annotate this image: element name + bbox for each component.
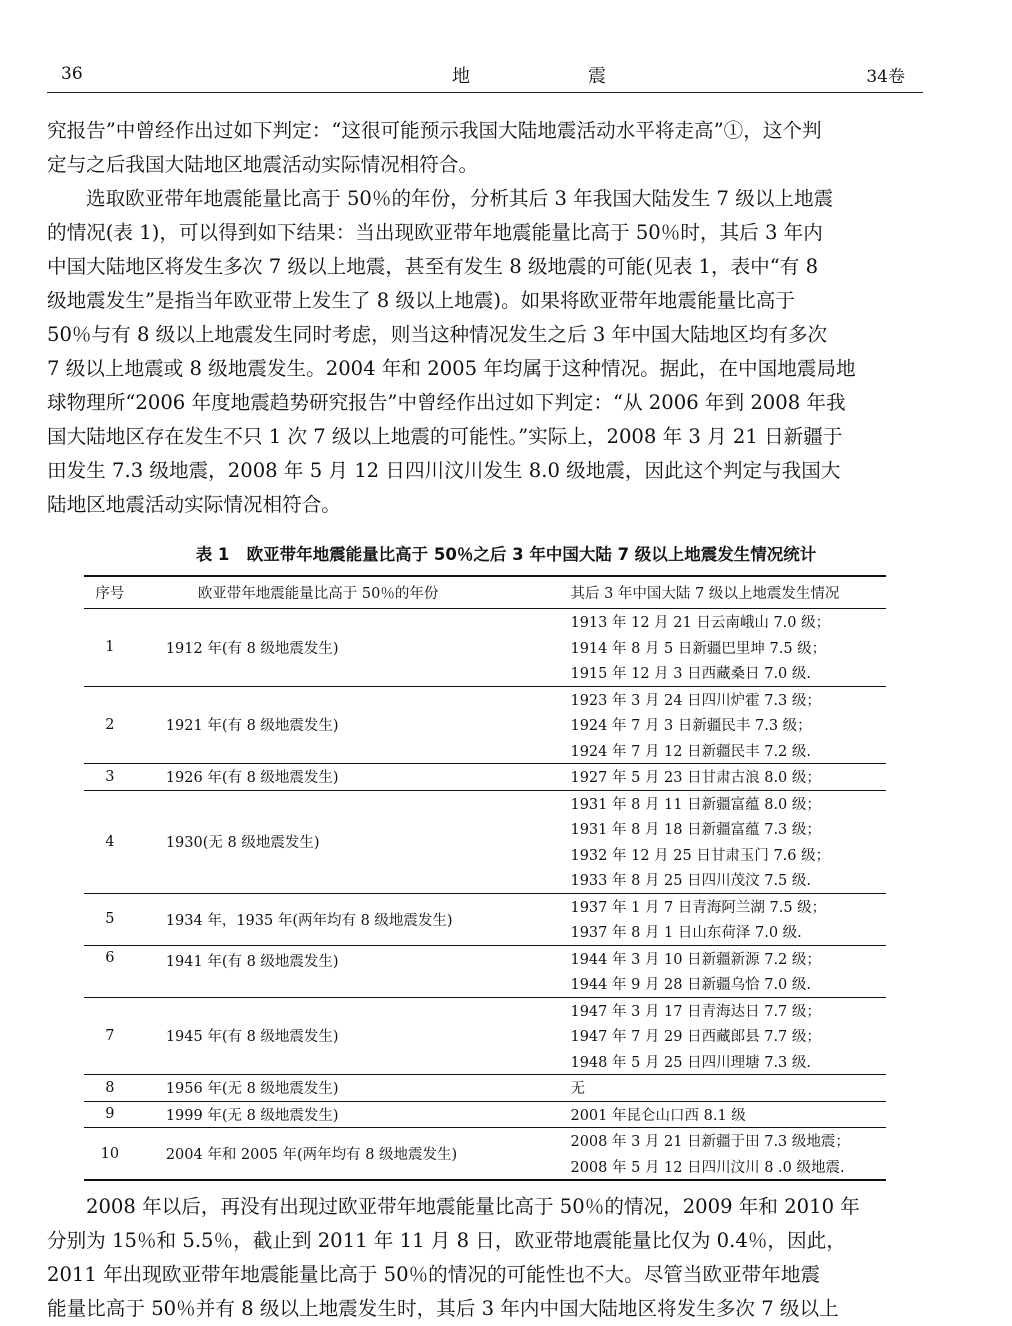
table-row <box>84 997 886 1023</box>
text-line: 球物理所“2006 年度地震趋势研究报告”中曾经作出过如下判定：“从 2006 年到 2008 年我 <box>47 391 846 414</box>
row-year: 1930(无 8 级地震发生) <box>136 790 571 893</box>
row-event: 1915 年 12 月 3 日西藏桑日 7.0 级. <box>570 660 886 686</box>
row-event: 1931 年 8 月 18 日新疆富蕴 7.3 级； <box>570 822 821 839</box>
text-line: 陆地区地震活动实际情况相符合。 <box>47 493 341 516</box>
row-year: 1941 年(有 8 级地震发生) <box>136 945 571 997</box>
text-line: 国大陆地区存在发生不只 1 次 7 级以上地震的可能性。”实际上，2008 年 3 月 21 日新疆于 <box>47 425 843 448</box>
table-row <box>84 945 886 971</box>
row-number: 4 <box>84 790 136 893</box>
text-line: 的情况(表 1)，可以得到如下结果：当出现欧亚带年地震能量比高于 50％时，其后 3 年内 <box>47 221 823 244</box>
row-event: 1937 年 8 月 1 日山东荷泽 7.0 级. <box>570 919 886 945</box>
column-header-events: 其后 3 年中国大陆 7 级以上地震发生情况 <box>570 576 886 609</box>
row-event: 1944 年 3 月 10 日新疆新源 7.2 级； <box>570 951 821 968</box>
row-number: 2 <box>84 686 136 764</box>
row-event: 1944 年 9 月 28 日新疆乌恰 7.0 级. <box>570 971 886 997</box>
row-number: 5 <box>84 893 136 945</box>
table-caption-text: 欧亚带年地震能量比高于 50％之后 3 年中国大陆 7 级以上地震发生情况统计 <box>246 545 817 564</box>
volume-label: 34卷 <box>866 67 905 87</box>
row-number: 3 <box>84 764 136 791</box>
table-row <box>84 893 886 919</box>
paragraph-2 <box>47 182 923 522</box>
text-line: 能量比高于 50％并有 8 级以上地震发生时，其后 3 年内中国大陆地区将发生多次 7 级以上 <box>47 1297 839 1320</box>
table-caption-label: 表 1 <box>195 545 230 564</box>
journal-title-char-1: 地 <box>452 66 470 87</box>
running-header <box>47 58 923 93</box>
table-row <box>84 764 886 791</box>
row-year: 1999 年(无 8 级地震发生) <box>136 1101 571 1128</box>
text-line: 2008 年以后，再没有出现过欧亚带年地震能量比高于 50％的情况，2009 年和 2010 年 <box>86 1195 860 1218</box>
table-caption <box>0 541 1012 565</box>
row-year: 1945 年(有 8 级地震发生) <box>136 997 571 1075</box>
table-row <box>84 1075 886 1102</box>
text-line: 中国大陆地区将发生多次 7 级以上地震，甚至有发生 8 级地震的可能(见表 1，表中“有 8 <box>47 255 819 278</box>
row-event: 1913 年 12 月 21 日云南峨山 7.0 级； <box>570 615 831 632</box>
column-header-number: 序号 <box>84 576 136 609</box>
text-line: 田发生 7.3 级地震，2008 年 5 月 12 日四川汶川发生 8.0 级地震，因此这个判定与我国大 <box>47 459 841 482</box>
row-event: 1932 年 12 月 25 日甘肃玉门 7.6 级； <box>570 847 831 864</box>
text-line: 7 级以上地震或 8 级地震发生。2004 年和 2005 年均属于这种情况。据此，在中国地震局地 <box>47 357 856 380</box>
text-line: 定与之后我国大陆地区地震活动实际情况相符合。 <box>47 153 479 176</box>
row-event: 1948 年 5 月 25 日四川理塘 7.3 级. <box>570 1049 886 1075</box>
column-header-year: 欧亚带年地震能量比高于 50％的年份 <box>136 576 571 609</box>
row-year: 1956 年(无 8 级地震发生) <box>136 1075 571 1102</box>
paragraph-1 <box>47 114 923 182</box>
row-year: 1921 年(有 8 级地震发生) <box>136 686 571 764</box>
row-number: 8 <box>84 1075 136 1102</box>
table-row <box>84 790 886 816</box>
row-number: 10 <box>84 1128 136 1181</box>
row-event: 1923 年 3 月 24 日四川炉霍 7.3 级； <box>570 692 821 709</box>
row-year: 1926 年(有 8 级地震发生) <box>136 764 571 791</box>
row-event: 1924 年 7 月 12 日新疆民丰 7.2 级. <box>570 738 886 764</box>
row-number: 6 <box>84 945 136 997</box>
table-row <box>84 1101 886 1128</box>
row-number: 1 <box>84 609 136 687</box>
earthquake-statistics-table <box>84 575 886 1181</box>
text-line: 级地震发生”是指当年欧亚带上发生了 8 级以上地震)。如果将欧亚带年地震能量比高于 <box>47 289 795 312</box>
text-line: 50％与有 8 级以上地震发生同时考虑，则当这种情况发生之后 3 年中国大陆地区均有多次 <box>47 323 828 346</box>
row-event: 1937 年 1 月 7 日青海阿兰湖 7.5 级； <box>570 899 827 916</box>
journal-title-char-2: 震 <box>588 66 606 87</box>
row-event: 1914 年 8 月 5 日新疆巴里坤 7.5 级； <box>570 640 827 657</box>
row-event: 1924 年 7 月 3 日新疆民丰 7.3 级； <box>570 718 812 735</box>
text-line: 究报告”中曾经作出过如下判定：“这很可能预示我国大陆地震活动水平将走高”①，这个判 <box>47 119 822 142</box>
row-number: 9 <box>84 1101 136 1128</box>
row-event: 2008 年 3 月 21 日新疆于田 7.3 级地震； <box>570 1134 850 1151</box>
row-event: 无 <box>570 1075 886 1102</box>
row-event: 2001 年昆仑山口西 8.1 级 <box>570 1101 886 1128</box>
page-number: 36 <box>61 64 83 84</box>
row-year: 2004 年和 2005 年(两年均有 8 级地震发生) <box>136 1128 571 1181</box>
table-row <box>84 686 886 712</box>
table-header-row <box>84 576 886 609</box>
row-event: 1931 年 8 月 11 日新疆富蕴 8.0 级； <box>570 796 821 813</box>
text-line: 分别为 15％和 5.5％，截止到 2011 年 11 月 8 日，欧亚带地震能量比仅为 0.4％，因此， <box>47 1229 846 1252</box>
row-event: 1947 年 7 月 29 日西藏郎县 7.7 级； <box>570 1029 821 1046</box>
row-event: 1933 年 8 月 25 日四川茂汶 7.5 级. <box>570 867 886 893</box>
row-event: 1927 年 5 月 23 日甘肃古浪 8.0 级； <box>570 764 886 791</box>
text-line: 选取欧亚带年地震能量比高于 50％的年份，分析其后 3 年我国大陆发生 7 级以上地震 <box>86 187 834 210</box>
row-year: 1934 年，1935 年(两年均有 8 级地震发生) <box>136 893 571 945</box>
row-year: 1912 年(有 8 级地震发生) <box>136 609 571 687</box>
row-event: 2008 年 5 月 12 日四川汶川 8 .0 级地震. <box>570 1154 886 1181</box>
table-row <box>84 1128 886 1154</box>
paragraph-3 <box>47 1190 923 1326</box>
text-line: 2011 年出现欧亚带年地震能量比高于 50％的情况的可能性也不大。尽管当欧亚带年地震 <box>47 1263 821 1286</box>
row-number: 7 <box>84 997 136 1075</box>
table-row <box>84 609 886 635</box>
row-event: 1947 年 3 月 17 日青海达日 7.7 级； <box>570 1003 821 1020</box>
